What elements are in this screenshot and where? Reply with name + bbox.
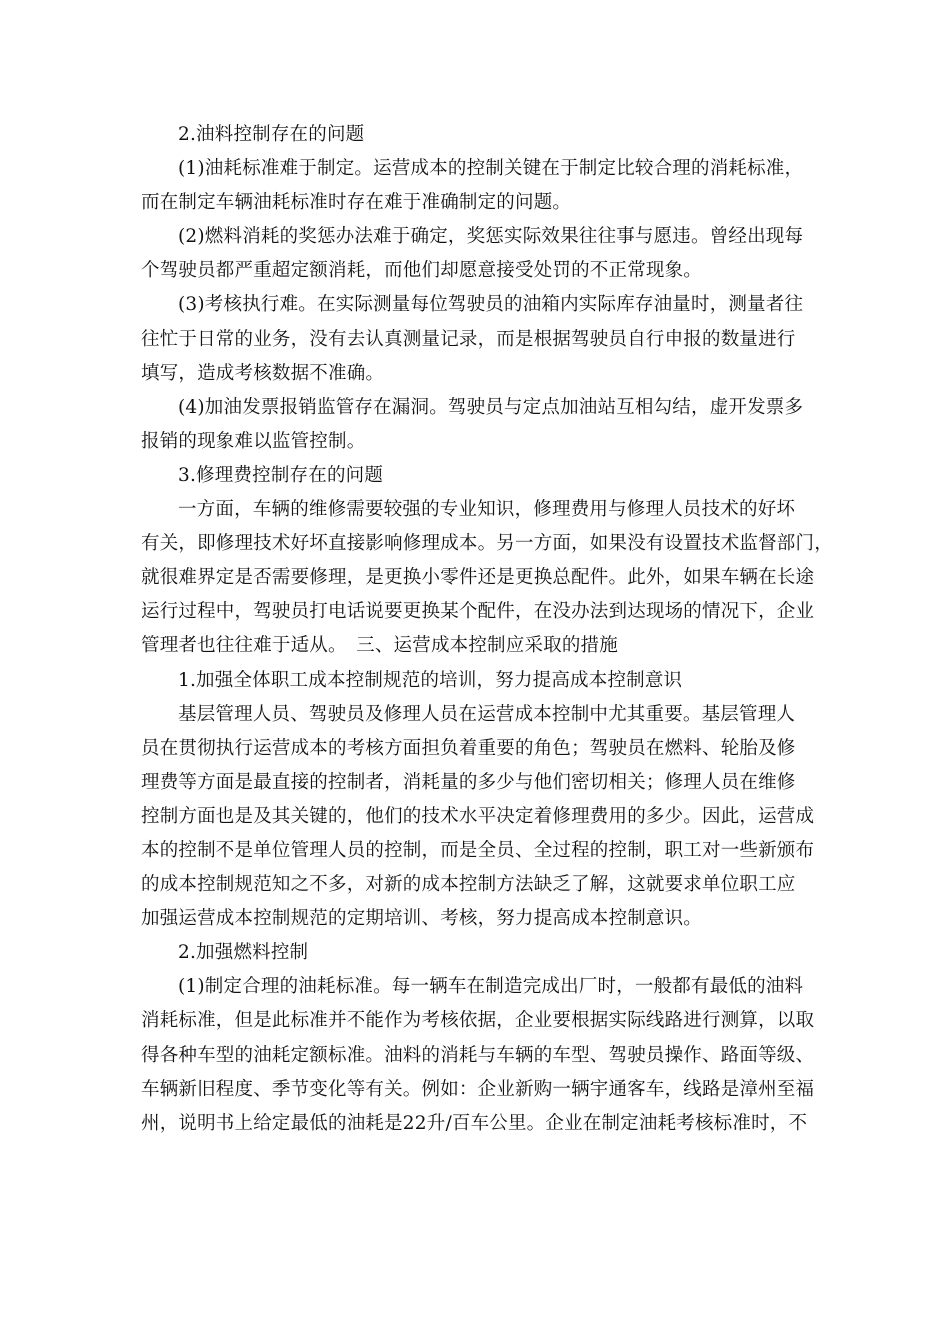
- document-body: [141, 118, 833, 1141]
- text-line: 州，说明书上给定最低的油耗是22升/百车公里。企业在制定油耗考核标准时，不: [141, 1112, 808, 1134]
- text-line: (1)制定合理的油耗标准。每一辆车在制造完成出厂时，一般都有最低的油料: [178, 976, 804, 998]
- text-line: (4)加油发票报销监管存在漏洞。驾驶员与定点加油站互相勾结，虚开发票多: [178, 396, 804, 418]
- text-line: 填写，造成考核数据不准确。: [141, 362, 385, 384]
- text-line: 本的控制不是单位管理人员的控制，而是全员、全过程的控制，职工对一些新颁布: [141, 839, 815, 861]
- text-line: 得各种车型的油耗定额标准。油料的消耗与车辆的车型、驾驶员操作、路面等级、: [141, 1044, 815, 1066]
- text-line: 消耗标准，但是此标准并不能作为考核依据，企业要根据实际线路进行测算，以取: [141, 1010, 815, 1032]
- text-line: 一方面，车辆的维修需要较强的专业知识，修理费用与修理人员技术的好坏: [178, 499, 796, 521]
- text-line: 而在制定车辆油耗标准时存在难于准确制定的问题。: [141, 192, 572, 214]
- text-line: 的成本控制规范知之不多，对新的成本控制方法缺乏了解，这就要求单位职工应: [141, 874, 796, 896]
- text-line: (2)燃料消耗的奖惩办法难于确定，奖惩实际效果往往事与愿违。曾经出现每: [178, 226, 804, 248]
- text-line: 理费等方面是最直接的控制者，消耗量的多少与他们密切相关；修理人员在维修: [141, 771, 796, 793]
- text-line: 就很难界定是否需要修理，是更换小零件还是更换总配件。此外，如果车辆在长途: [141, 567, 815, 589]
- text-line: 管理者也往往难于适从。 三、运营成本控制应采取的措施: [141, 635, 618, 657]
- text-line: 2.加强燃料控制: [178, 942, 309, 964]
- text-line: 车辆新旧程度、季节变化等有关。例如：企业新购一辆宇通客车，线路是漳州至福: [141, 1078, 815, 1100]
- text-line: 2.油料控制存在的问题: [178, 124, 365, 145]
- text-line: 员在贯彻执行运营成本的考核方面担负着重要的角色；驾驶员在燃料、轮胎及修: [141, 737, 796, 759]
- text-line: 控制方面也是及其关键的，他们的技术水平决定着修理费用的多少。因此，运营成: [141, 805, 815, 827]
- text-line: 报销的现象难以监管控制。: [141, 430, 366, 452]
- text-line: (1)油耗标准难于制定。运营成本的控制关键在于制定比较合理的消耗标准，: [178, 158, 804, 180]
- text-line: 有关，即修理技术好坏直接影响修理成本。另一方面，如果没有设置技术监督部门，: [141, 533, 833, 555]
- text-line: 加强运营成本控制规范的定期培训、考核，努力提高成本控制意识。: [141, 908, 703, 930]
- text-line: (3)考核执行难。在实际测量每位驾驶员的油箱内实际库存油量时，测量者往: [178, 294, 804, 316]
- text-line: 个驾驶员都严重超定额消耗，而他们却愿意接受处罚的不正常现象。: [141, 260, 703, 282]
- text-line: 1.加强全体职工成本控制规范的培训，努力提高成本控制意识: [178, 669, 683, 691]
- text-line: 基层管理人员、驾驶员及修理人员在运营成本控制中尤其重要。基层管理人: [178, 703, 796, 725]
- text-line: 往忙于日常的业务，没有去认真测量记录，而是根据驾驶员自行申报的数量进行: [141, 328, 796, 350]
- text-line: 运行过程中，驾驶员打电话说要更换某个配件，在没办法到达现场的情况下，企业: [141, 601, 815, 623]
- text-line: 3.修理费控制存在的问题: [178, 464, 384, 486]
